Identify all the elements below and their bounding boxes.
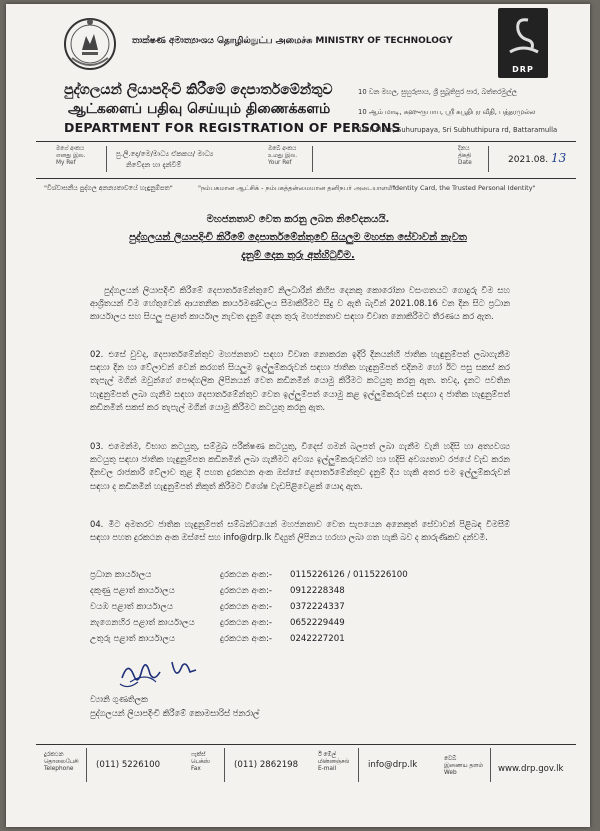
- ref-divider: [36, 178, 576, 179]
- address-english: 10th Floor, Suhurupaya, Sri Subhuthipura rd, Battaramulla: [358, 126, 558, 134]
- slogan-sinhala: "විශ්වාසනීය පුද්ගල අනන්‍යතාවයේ හැඳුනුම්පත": [44, 184, 173, 192]
- signatory-name: ව්‍යානි ගුණතිලක: [90, 694, 148, 704]
- footer-separator: [224, 748, 225, 782]
- footer-separator: [86, 748, 87, 782]
- phone-row: උතුරු පළාත් කාර්යාලය දුරකථන අංක:- 0242227201: [90, 634, 345, 644]
- signatory-title: පුද්ගලයන් ලියාපදිංචි කිරීමේ කොමසාරිස් ජනරාල්: [90, 708, 260, 718]
- address-sinhala: 10 වන මහල, සුහුරුපාය, ශ්‍රී සුබූතිපුර පාර, බත්තරමුල්ල: [358, 88, 517, 96]
- ref-bracket: [98, 146, 107, 172]
- slogan-english: "Identity Card, the Trusted Personal Identity": [390, 184, 536, 192]
- footer-separator: [358, 748, 359, 782]
- notice-subheading-line2: දැනුම් දෙන තුරු අත්හිටුවීම.: [241, 250, 355, 261]
- department-name-sinhala: පුද්ගලයන් ලියාපදිංචි කිරීමේ දෙපාර්තමේන්තුව: [64, 82, 333, 98]
- paragraph-3: 03. එමෙන්ම, විභාග කටයුතු, සම්මුඛ පරීක්ෂණ කටයුතු, විදෙස් ගමන් බලපත් ලබා ගැනීම වැනි හදිසි හා අත්‍යවශ්‍ය කටයුතු සඳහා ජාතික හැඳුනුම්පත කඩිනමින් ලබා ගැනීමට අවශ්‍ය ඉල්ලුම්කරුවන්ට හා හදිසි අවශ්‍යතාව රජයේ වැඩ කරන දිනවල රාජකාරී වේලාව තුළ දී පහත දුරකථන අංක ඔස්සේ දෙපාර්තමේන්තුව දැනුම් දිය හැකි අතර එම ඉල්ලුම්කරුවන් සඳහා ද කඩිනමින් හැඳුනුම්පත් නිකුත් කිරීමට විශේෂ වැඩපිළිවෙළක් යොදා ඇත.: [90, 441, 510, 491]
- phone-row: දකුණු පළාත් කාර්යාලය දුරකථන අංක:- 0912228348: [90, 586, 345, 596]
- my-ref-label: මගේ අංකය எனது இல. My Ref: [56, 146, 86, 166]
- phone-row: වයඹ පළාත් කාර්යාලය දුරකථන අංක:- 0372224337: [90, 602, 345, 612]
- department-name-english: DEPARTMENT FOR REGISTRATION OF PERSONS: [64, 120, 401, 135]
- web-label: වෙබ් இணைய தளம் Web: [444, 756, 483, 776]
- header-divider: [36, 141, 576, 142]
- email-label: ඊ මේල් மின்னஞ்சல் E-mail: [318, 752, 350, 772]
- paragraph-2-number: 02.: [90, 349, 104, 359]
- date-bracket: [480, 146, 489, 172]
- telephone-number: (011) 5226100: [96, 760, 161, 770]
- address-tamil: 10 ஆம் மாடி, சுஹுருபாய, ஸ்ரீ சுபூதிபுர வீதி, பத்தரமுல்ல: [358, 108, 536, 116]
- email-address[interactable]: info@drp.lk: [368, 760, 418, 770]
- your-ref-bracket: [304, 146, 313, 172]
- footer-separator: [490, 748, 491, 782]
- footer-divider: [36, 744, 576, 745]
- my-ref-value: පු.ලි.දෙ/මෙ/මාධ්‍ය ඒකකය/ මාධ්‍ය: [116, 150, 214, 158]
- notice-heading: මහජනතාව වෙත කරනු ලබන නිවේදනයයි.: [206, 214, 390, 225]
- signature-icon: [116, 652, 206, 692]
- notice-subheading-line1: පුද්ගලයන් ලියාපදිංචි කිරීමේ දෙපාර්තමේන්තුවේ සියලුම මහජන සේවාවන් නැවත: [129, 232, 467, 243]
- phone-row: ප්‍රධාන කාර්යාලය දුරකථන අංක:- 0115226126 / 0115226100: [90, 570, 408, 580]
- your-ref-label: ඔබේ අංකය உமது இல. Your Ref: [268, 146, 298, 166]
- logo-text: DRP: [512, 65, 534, 74]
- fax-number: (011) 2862198: [234, 760, 299, 770]
- department-name-tamil: ஆட்களைப் பதிவு செய்யும் திணைக்களம்: [68, 101, 331, 117]
- paragraph-2: 02. එසේ වුවද, දෙපාර්තමේන්තුව මහජනතාව සඳහා විවෘත නොකරන ඉදිරි දිනයන්හි ජාතික හැඳුනුම්පත් ලබාගැනීම සඳහා දින හා වේලාවන් වෙන් කරගත් සියලුම ඉල්ලුම්කරුවන් සඳහා ජාතික හැඳුනුම්පත් එදිනම හෝ ඊට පසු සකස් කර තැපැල් මගින් ඔවුන්ගේ පෞද්ගලික ලිපිනයන් වෙත කඩිනමින් යොමු කිරීමට කටයුතු කරනු ඇත. තවද, දැනට පවතින හැඳුනුම්පත් ලබා ගැනීම සඳහා දෙපාර්තමේන්තුව වෙත ඉල්ලුම්පත් යොමු කළ ඉල්ලුම්කරුවන් සඳහා ද ජාතික හැඳුනුම්පත් කඩිනමින් සකස් කර තැපැල් මගින් යොමු කිරීමට කටයුතු කරනු ඇත.: [90, 349, 510, 412]
- website-url[interactable]: www.drp.gov.lk: [498, 764, 564, 774]
- my-ref-value-line2: නිවේදන හා දැන්වීම්: [126, 161, 182, 169]
- drp-logo: [498, 8, 548, 78]
- paragraph-4-number: 04.: [90, 519, 104, 529]
- date-label: දිනය திகதி Date: [458, 146, 472, 166]
- telephone-label: දුරකථන தொலைபேசி Telephone: [44, 752, 79, 772]
- paragraph-4: 04. මීට අමතරව ජාතික හැඳුනුම්පත් සම්බන්ධයෙන් මහජනතාව වෙත සැපයෙන අනෙකුත් සේවාවන් පිළිබඳ විමසීම් සඳහා පහත දුරකථන අංක ඔස්සේ සහ info@drp.lk විද්‍යුත් ලිපිනය හරහා ලබා ගත හැකි බව ද කාරුණිකව දන්වමි.: [90, 519, 510, 543]
- sri-lanka-emblem-icon: [62, 14, 118, 74]
- paragraph-1: පුද්ගලයන් ලියාපදිංචි කිරීමේ දෙපාර්තමේන්තුවේ නිලධාරීන් කිහිප දෙනකු කොරෝනා වසංගතයට ගොදුරු වීම සහ ආශ්‍රිතයන් වීම හේතුවෙන් ආයතනික කාර්යමණ්ඩලය සීමාකිරීමට සිදු ව ඇති බැවින් 2021.08.16 වන දින සිට ප්‍රධාන කාර්යාලය සහ සියලු පළාත් කාර්යාල නැවත දැනුම් දෙන තුරු මහජනතාව සඳහා විවෘත නොකිරීමට තීරණය කර ඇත.: [90, 285, 510, 322]
- swan-logo-icon: [498, 8, 548, 66]
- date-value: 2021.08. 13: [508, 151, 567, 165]
- slogan-tamil: "நம்பகமான ஆட்சிக் - நம்பகத்தன்மையான தனிநபர் அடையாளம்": [198, 184, 396, 192]
- fax-label: ෆැක්ස් பெக்ஸ் Fax: [191, 752, 210, 772]
- ministry-name: තාක්ෂණ අමාත්‍යාංශය தொழில்நுட்ப அமைச்சு MINISTRY OF TECHNOLOGY: [132, 36, 453, 46]
- paragraph-3-number: 03.: [90, 441, 104, 451]
- letter-page: [6, 4, 590, 827]
- date-day-handwritten: 13: [550, 151, 567, 165]
- phone-row: නැගෙනහිර පළාත් කාර්යාලය දුරකථන අංක:- 0652229449: [90, 618, 345, 628]
